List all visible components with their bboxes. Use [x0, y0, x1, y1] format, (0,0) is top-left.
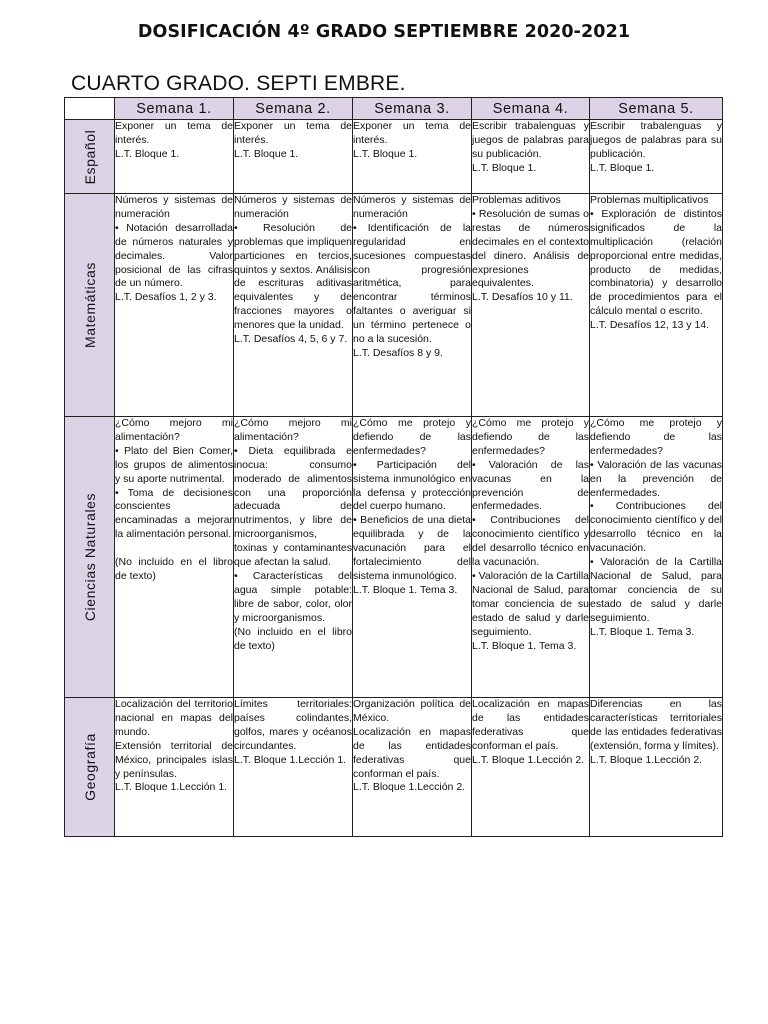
cell-paragraph: L.T. Desafíos 10 y 11. [472, 291, 573, 304]
cell-paragraph: • Valoración de las vacunas en la prevención de enfermedades. [590, 458, 722, 499]
week-1-header: Semana 1. [115, 98, 234, 120]
week-4-content-cell [472, 120, 590, 194]
cell-paragraph: L.T. Bloque 1. Tema 3. [353, 583, 458, 596]
cell-paragraph: Números y sistemas de numeración [234, 194, 352, 220]
cell-paragraph: L.T. Desafíos 1, 2 y 3. [115, 291, 217, 304]
week-5-content-cell [590, 194, 723, 417]
week-2-header: Semana 2. [234, 98, 353, 120]
week-4-header: Semana 4. [472, 98, 590, 120]
week-5-content-cell [590, 417, 723, 698]
cell-paragraph: • Valoración de la Cartilla Nacional de Salud, para tomar conciencia de su estado de salud y darle seguimiento. [472, 569, 589, 638]
cell-paragraph: L.T. Bloque 1.Lección 2. [472, 753, 585, 766]
cell-paragraph: Escribir trabalenguas y juegos de palabras para su publicación. [472, 120, 589, 160]
cell-paragraph [115, 542, 233, 556]
cell-paragraph: Escribir trabalenguas y juegos de palabras para su publicación. [590, 120, 722, 160]
cell-paragraph: L.T. Bloque 1. [590, 161, 655, 174]
week-5-header: Semana 5. [590, 98, 723, 120]
cell-paragraph: • Dieta equilibrada e inocua: consumo moderado de alimentos con una proporción adecuada de nutrimentos, y libre de microorganismos, toxinas y contaminantes que afectan la salud. [234, 444, 352, 569]
week-3-header: Semana 3. [353, 98, 472, 120]
cell-paragraph: Números y sistemas de numeración [353, 194, 471, 220]
cell-paragraph: • Resolución de problemas que impliquen particiones en tercios, quintos y sextos. Análisis de escrituras aditivas equivalentes y de fracciones mayores o menores que la unidad. [234, 221, 352, 332]
cell-paragraph: • Características del agua simple potable: libre de sabor, color, olor y microorganismos. [234, 569, 352, 624]
cell-paragraph: ¿Cómo me protejo y defiendo de las enfermedades? [590, 417, 722, 457]
cell-paragraph: Límites territoriales: países colindantes, golfos, mares y océanos circundantes. [234, 698, 352, 752]
cell-paragraph: Extensión territorial de México, principales islas y penínsulas. [115, 739, 233, 780]
cell-paragraph: Diferencias en las características territoriales de las entidades federativas (extensión, forma y límites). [590, 698, 722, 752]
cell-paragraph: ¿Cómo mejoro mi alimentación? [115, 417, 233, 443]
subject-row-matematicas [65, 194, 723, 417]
subject-label-cell [65, 698, 115, 837]
week-5-content-cell [590, 120, 723, 194]
subject-label: Geografía [81, 733, 98, 801]
cell-paragraph: • Toma de decisiones conscientes encaminadas a mejorar la alimentación personal. [115, 486, 233, 541]
cell-paragraph: Exponer un tema de interés. [234, 120, 352, 146]
cell-paragraph: • Contribuciones del conocimiento científico y del desarrollo técnico en la vacunación. [472, 514, 589, 569]
cell-paragraph: L.T. Bloque 1.Lección 1. [115, 781, 228, 794]
cell-paragraph: ¿Cómo me protejo y defiendo de las enfermedades? [353, 417, 471, 457]
cell-paragraph: (No incluido en el libro de texto) [234, 625, 352, 652]
week-4-content-cell [472, 194, 590, 417]
cell-paragraph: Exponer un tema de interés. [115, 120, 233, 146]
subject-row-geografia [65, 698, 723, 837]
cell-paragraph: ¿Cómo mejoro mi alimentación? [234, 417, 352, 443]
week-2-content-cell [234, 120, 353, 194]
cell-paragraph: L.T. Desafíos 4, 5, 6 y 7. [234, 333, 348, 346]
cell-paragraph: L.T. Desafíos 12, 13 y 14. [590, 319, 710, 332]
week-1-content-cell [115, 698, 234, 837]
cell-paragraph: • Plato del Bien Comer, los grupos de alimentos y su aporte nutrimental. [115, 444, 233, 485]
cell-paragraph: • Resolución de sumas o restas de números decimales en el contexto del dinero. Análisis de expresiones equivalentes. [472, 207, 589, 290]
cell-paragraph: Problemas aditivos [472, 194, 561, 206]
subject-label: Español [81, 129, 98, 184]
week-2-content-cell [234, 194, 353, 417]
cell-paragraph: Problemas multiplicativos [590, 194, 709, 206]
week-2-content-cell [234, 698, 353, 837]
document-title: DOSIFICACIÓN 4º GRADO SEPTIEMBRE 2020-2021 [137, 22, 631, 42]
cell-paragraph: • Participación del sistema inmunológico en la defensa y protección del cuerpo humano. [353, 458, 471, 513]
week-3-content-cell [353, 194, 472, 417]
corner-cell [65, 98, 115, 120]
cell-paragraph: L.T. Bloque 1. [234, 147, 299, 160]
cell-paragraph: L.T. Bloque 1.Lección 2. [353, 781, 466, 794]
week-5-content-cell [590, 698, 723, 837]
week-3-content-cell [353, 120, 472, 194]
cell-paragraph: • Valoración de la Cartilla Nacional de Salud, para tomar conciencia de su estado de salud y darle seguimiento. [590, 556, 722, 624]
cell-paragraph: • Notación desarrollada de números naturales y decimales. Valor posicional de las cifras de un número. [115, 221, 233, 290]
cell-paragraph: L.T. Desafíos 8 y 9. [353, 346, 443, 359]
week-4-content-cell [472, 698, 590, 837]
week-header-row [65, 98, 723, 120]
cell-paragraph: ¿Cómo me protejo y defiendo de las enfermedades? [472, 417, 589, 457]
week-1-content-cell [115, 194, 234, 417]
subject-label: Ciencias Naturales [81, 492, 98, 622]
subject-label-cell [65, 194, 115, 417]
subject-label: Matemáticas [81, 262, 98, 348]
planning-table [64, 97, 723, 837]
cell-paragraph: • Exploración de distintos significados de la multiplicación (relación proporcional entre medidas, producto de medidas, combinatoria) y desarrollo de procedimientos para el cálculo mental o escrito. [590, 207, 722, 318]
week-2-content-cell [234, 417, 353, 698]
document-subtitle: CUARTO GRADO. SEPTI EMBRE. [71, 72, 406, 95]
cell-paragraph: (No incluido en el libro de texto) [115, 556, 233, 582]
cell-paragraph: L.T. Bloque 1. [353, 147, 418, 160]
cell-paragraph: • Identificación de la regularidad en sucesiones compuestas con progresión aritmética, para encontrar términos faltantes o averiguar si un término pertenece o no a la sucesión. [353, 221, 471, 346]
week-1-content-cell [115, 417, 234, 698]
cell-paragraph: Localización en mapas de las entidades federativas que conforman el país. [472, 698, 589, 752]
subject-row-espanol [65, 120, 723, 194]
subject-row-ciencias-naturales [65, 417, 723, 698]
week-4-content-cell [472, 417, 590, 698]
cell-paragraph: Organización política de México. [353, 698, 471, 724]
cell-paragraph: L.T. Bloque 1. [472, 161, 537, 174]
cell-paragraph: Números y sistemas de numeración [115, 194, 233, 220]
week-3-content-cell [353, 417, 472, 698]
cell-paragraph: L.T. Bloque 1. Tema 3. [590, 625, 695, 638]
cell-paragraph: • Contribuciones del conocimiento científico y del desarrollo técnico en la vacunación. [590, 500, 722, 555]
cell-paragraph: Localización del territorio nacional en mapas del mundo. [115, 698, 233, 738]
week-3-content-cell [353, 698, 472, 837]
cell-paragraph: Exponer un tema de interés. [353, 120, 471, 146]
week-1-content-cell [115, 120, 234, 194]
cell-paragraph: L.T. Bloque 1. Tema 3. [472, 639, 577, 652]
cell-paragraph: • Beneficios de una dieta equilibrada y de la vacunación para el fortalecimiento del sistema inmunológico. [353, 514, 471, 582]
subject-label-cell [65, 120, 115, 194]
cell-paragraph: L.T. Bloque 1. [115, 147, 180, 160]
subject-label-cell [65, 417, 115, 698]
cell-paragraph: • Valoración de las vacunas en la prevención de enfermedades. [472, 458, 589, 513]
cell-paragraph: Localización en mapas de las entidades federativas que conforman el país. [353, 725, 471, 780]
cell-paragraph: L.T. Bloque 1.Lección 2. [590, 753, 703, 766]
cell-paragraph: L.T. Bloque 1.Lección 1. [234, 753, 347, 766]
